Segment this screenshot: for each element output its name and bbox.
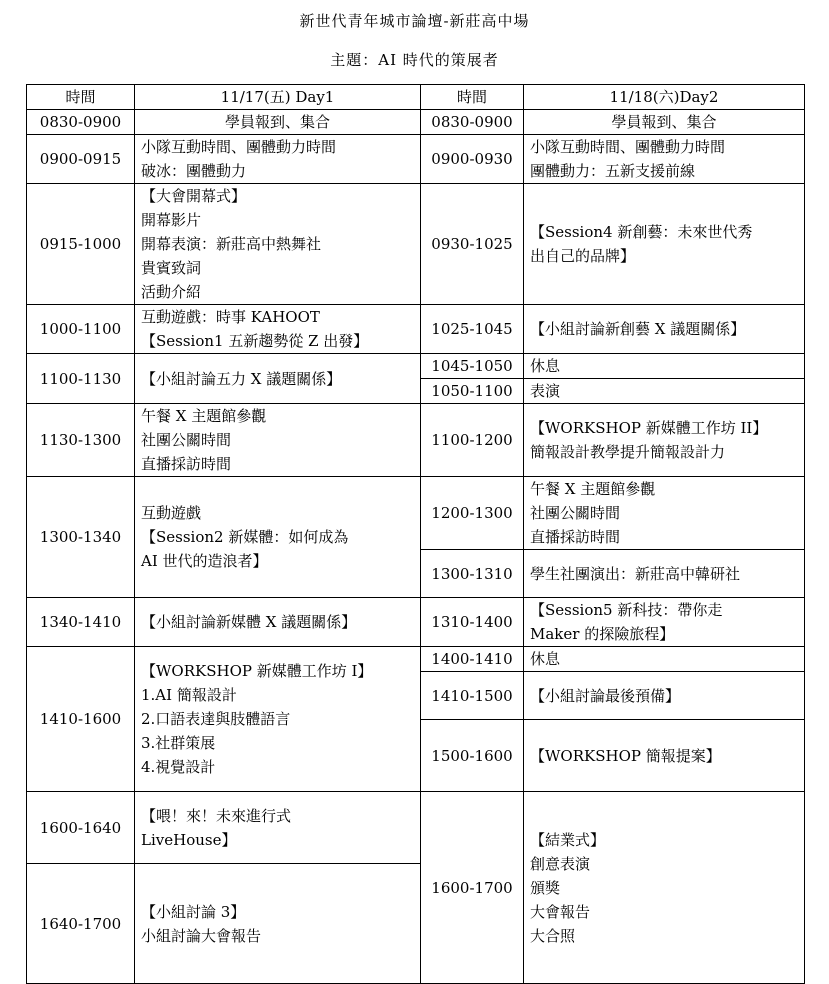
schedule-table bbox=[26, 84, 805, 984]
table-row bbox=[27, 184, 805, 305]
activity-line: 【WORKSHOP 新媒體工作坊 II】 bbox=[530, 419, 768, 437]
activity-line: 【小組討論最後預備】 bbox=[530, 686, 681, 705]
day2-activity-cell bbox=[524, 135, 805, 184]
day2-activity-cell bbox=[524, 477, 805, 550]
day1-activity-cell bbox=[135, 305, 421, 354]
day2-activity-cell bbox=[524, 184, 805, 305]
activity-line: 頒獎 bbox=[530, 878, 561, 897]
day2-time-cell: 1400-1410 bbox=[421, 647, 524, 672]
activity-line: 【Session5 新科技：帶你走 bbox=[530, 601, 723, 619]
activity-line: 【Session2 新媒體：如何成為 bbox=[141, 528, 349, 546]
day1-activity-cell bbox=[135, 404, 421, 477]
day1-time-cell: 1340-1410 bbox=[27, 598, 135, 647]
activity-line: 直播採訪時間 bbox=[141, 455, 232, 473]
day2-activity-cell bbox=[524, 404, 805, 477]
activity-line: Maker 的探險旅程】 bbox=[530, 625, 675, 643]
day1-time-cell: 0900-0915 bbox=[27, 135, 135, 184]
day2-time-cell: 1100-1200 bbox=[421, 404, 524, 477]
activity-line: 大會報告 bbox=[530, 902, 591, 921]
activity-line: 互動遊戲 bbox=[141, 504, 202, 522]
header-time-day2: 時間 bbox=[421, 85, 524, 110]
day1-time-cell: 1410-1600 bbox=[27, 647, 135, 792]
header-row bbox=[27, 85, 805, 110]
activity-line: 互動遊戲：時事 KAHOOT bbox=[141, 308, 320, 326]
table-row bbox=[27, 647, 805, 672]
day2-activity-cell bbox=[524, 672, 805, 720]
day2-time-cell: 0900-0930 bbox=[421, 135, 524, 184]
activity-line: 【喂！來！未來進行式 bbox=[141, 806, 292, 825]
activity-line: 破冰：團體動力 bbox=[141, 162, 247, 180]
activity-line: 開幕影片 bbox=[141, 211, 202, 229]
activity-line: 簡報設計教學提升簡報設計力 bbox=[530, 443, 726, 461]
activity-line: 小隊互動時間、團體動力時間 bbox=[530, 138, 726, 156]
day2-time-cell: 1410-1500 bbox=[421, 672, 524, 720]
day1-activity-cell bbox=[135, 647, 421, 792]
table-row bbox=[27, 598, 805, 623]
day1-time-cell: 1640-1700 bbox=[27, 864, 135, 984]
header-day2: 11/18(六)Day2 bbox=[524, 85, 805, 110]
day1-time-cell: 1130-1300 bbox=[27, 404, 135, 477]
day2-time-cell: 1025-1045 bbox=[421, 305, 524, 354]
activity-line: 社團公關時間 bbox=[141, 431, 232, 449]
day2-activity-cell bbox=[524, 792, 805, 984]
day1-activity-cell bbox=[135, 864, 421, 984]
activity-line: 【Session4 新創藝：未來世代秀 bbox=[530, 223, 753, 241]
activity-line: 學員報到、集合 bbox=[224, 113, 330, 131]
activity-line: 【WORKSHOP 簡報提案】 bbox=[530, 746, 721, 765]
day2-activity-cell bbox=[524, 110, 805, 135]
day1-time-cell: 0830-0900 bbox=[27, 110, 135, 135]
table-row bbox=[27, 404, 805, 477]
activity-line: 【小組討論新創藝 X 議題關係】 bbox=[530, 320, 746, 338]
day2-time-cell: 1200-1300 bbox=[421, 477, 524, 550]
table-row bbox=[27, 477, 805, 550]
day2-time-cell: 1045-1050 bbox=[421, 354, 524, 379]
day1-time-cell: 1000-1100 bbox=[27, 305, 135, 354]
day2-time-cell: 1600-1700 bbox=[421, 792, 524, 984]
activity-line: 學生社團演出：新莊高中韓研社 bbox=[530, 564, 741, 583]
activity-line: 開幕表演：新莊高中熱舞社 bbox=[141, 235, 322, 253]
activity-line: 【結業式】 bbox=[530, 830, 606, 849]
activity-line: 【WORKSHOP 新媒體工作坊 I】 bbox=[141, 662, 373, 680]
activity-line: 4.視覺設計 bbox=[141, 758, 216, 776]
day2-activity-cell bbox=[524, 598, 805, 647]
activity-line: 午餐 X 主題館參觀 bbox=[530, 480, 656, 498]
day2-time-cell: 1050-1100 bbox=[421, 379, 524, 404]
table-row bbox=[27, 305, 805, 354]
day2-activity-cell bbox=[524, 354, 805, 379]
activity-line: 休息 bbox=[530, 650, 561, 668]
header-time-day1: 時間 bbox=[27, 85, 135, 110]
header-day1: 11/17(五) Day1 bbox=[135, 85, 421, 110]
activity-line: 貴賓致詞 bbox=[141, 259, 202, 277]
table-row bbox=[27, 135, 805, 184]
activity-line: 休息 bbox=[530, 357, 561, 375]
page-title: 新世代青年城市論壇-新莊高中場 bbox=[299, 12, 530, 30]
day2-activity-cell bbox=[524, 720, 805, 792]
day1-activity-cell bbox=[135, 110, 421, 135]
activity-line: 2.口語表達與肢體語言 bbox=[141, 710, 291, 728]
activity-line: 【小組討論新媒體 X 議題關係】 bbox=[141, 613, 357, 631]
activity-line: 學員報到、集合 bbox=[611, 113, 717, 131]
activity-line: 【Session1 五新趨勢從 Z 出發】 bbox=[141, 332, 369, 350]
day1-activity-cell bbox=[135, 184, 421, 305]
activity-line: 表演 bbox=[530, 382, 561, 400]
day2-activity-cell bbox=[524, 379, 805, 404]
day1-activity-cell bbox=[135, 598, 421, 647]
day1-time-cell: 1300-1340 bbox=[27, 477, 135, 598]
activity-line: 團體動力：五新支援前線 bbox=[530, 162, 696, 180]
day1-activity-cell bbox=[135, 477, 421, 598]
activity-line: 小隊互動時間、團體動力時間 bbox=[141, 138, 337, 156]
activity-line: 直播採訪時間 bbox=[530, 528, 621, 546]
activity-line: 3.社群策展 bbox=[141, 734, 216, 752]
table-row bbox=[27, 792, 805, 816]
activity-line: 小組討論大會報告 bbox=[141, 926, 262, 945]
day1-time-cell: 1600-1640 bbox=[27, 792, 135, 864]
day1-time-cell: 0915-1000 bbox=[27, 184, 135, 305]
day1-activity-cell bbox=[135, 792, 421, 864]
activity-line: 大合照 bbox=[530, 926, 576, 945]
activity-line: 社團公關時間 bbox=[530, 504, 621, 522]
day2-time-cell: 1300-1310 bbox=[421, 550, 524, 598]
day2-activity-cell bbox=[524, 305, 805, 354]
day2-time-cell: 1310-1400 bbox=[421, 598, 524, 647]
table-row bbox=[27, 110, 805, 135]
day2-time-cell: 0930-1025 bbox=[421, 184, 524, 305]
day2-activity-cell bbox=[524, 647, 805, 672]
activity-line: 【小組討論五力 X 議題關係】 bbox=[141, 369, 342, 388]
activity-line: 1.AI 簡報設計 bbox=[141, 686, 237, 704]
day1-activity-cell bbox=[135, 354, 421, 404]
activity-line: 活動介紹 bbox=[141, 283, 202, 301]
activity-line: 出自己的品牌】 bbox=[530, 247, 636, 265]
activity-line: 【小組討論 3】 bbox=[141, 902, 246, 921]
day2-time-cell: 1500-1600 bbox=[421, 720, 524, 792]
activity-line: LiveHouse】 bbox=[141, 830, 237, 849]
activity-line: 【大會開幕式】 bbox=[141, 187, 247, 205]
day2-activity-cell bbox=[524, 550, 805, 598]
table-row bbox=[27, 354, 805, 379]
day1-time-cell: 1100-1130 bbox=[27, 354, 135, 404]
day1-activity-cell bbox=[135, 135, 421, 184]
activity-line: 創意表演 bbox=[530, 854, 591, 873]
page-subtitle: 主題：AI 時代的策展者 bbox=[330, 51, 499, 69]
day2-time-cell: 0830-0900 bbox=[421, 110, 524, 135]
activity-line: 午餐 X 主題館參觀 bbox=[141, 407, 267, 425]
activity-line: AI 世代的造浪者】 bbox=[141, 552, 268, 570]
